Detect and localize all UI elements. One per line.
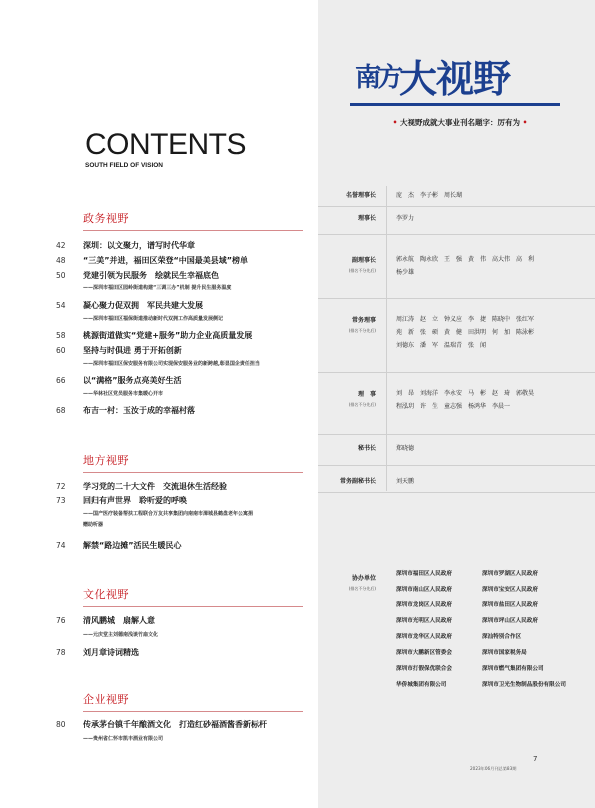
article-title: 传承茅台镇千年酿酒文化 打造红砂福酒酱香新标杆 bbox=[83, 720, 267, 729]
board-names bbox=[396, 253, 591, 279]
board-rule bbox=[318, 298, 595, 299]
tagline-text: 大视野成就大事业刊名题字：厉有为 bbox=[400, 118, 520, 127]
page-number: 50 bbox=[56, 271, 66, 280]
board-role: 常务副秘书长 bbox=[339, 478, 376, 485]
article-subtitle: 赠助听器 bbox=[83, 522, 104, 528]
section-culture bbox=[83, 586, 303, 607]
page-number: 60 bbox=[56, 346, 66, 355]
board-names bbox=[396, 442, 591, 455]
toc-entry[interactable] bbox=[56, 540, 356, 554]
article-title: 布吉一村：玉汝于成的幸福村落 bbox=[83, 406, 195, 415]
board-names-line: 刘 昂 刘海洋 李永安 马 彬 赵 琦 郭敬昊 bbox=[396, 390, 535, 397]
board-names-line: 庞 杰 李子彬 周长瑚 bbox=[396, 192, 463, 199]
board-names-line: 刘天鹏 bbox=[396, 478, 415, 485]
co-organizer: 深圳市罗湖区人民政府 bbox=[482, 571, 538, 577]
co-organizer: 深圳市南山区人民政府 bbox=[396, 587, 452, 593]
article-title: 回归有声世界 聆听爱的呼唤 bbox=[83, 496, 187, 505]
board-role: 常务理事 bbox=[351, 317, 376, 324]
board-names-line: 郑晓德 bbox=[396, 445, 415, 452]
board-names bbox=[396, 313, 591, 352]
article-subtitle: ——深圳市福田区福保街道推动新时代双拥工作高质量发展侧记 bbox=[83, 316, 224, 322]
board-rule bbox=[318, 234, 595, 235]
board-rule bbox=[318, 434, 595, 435]
board-names-line: 郭永航 陶永欣 王 强 黄 伟 高大伟 高 利 bbox=[396, 256, 535, 263]
page-number: 58 bbox=[56, 331, 66, 340]
co-organizer: 深圳市打假保优联合会 bbox=[396, 666, 452, 672]
units-note: (排名不分先后) bbox=[348, 586, 376, 591]
page-number: 73 bbox=[56, 496, 66, 505]
page-number: 72 bbox=[56, 482, 66, 491]
article-subtitle: ——深圳市福田区园岭街道构建“三调三办”机制 提升民生服务温度 bbox=[83, 285, 232, 291]
contents-subtitle: SOUTH FIELD OF VISION bbox=[85, 162, 164, 169]
article-title: 桃源街道做实“党建+服务”助力企业高质量发展 bbox=[83, 331, 253, 340]
page-number: 76 bbox=[56, 616, 66, 625]
article-subtitle: ——深圳市福田区保安服务有限公司实现保安服务业的新跨越,彰显国企责任担当 bbox=[83, 361, 260, 367]
co-organizer: 深圳市坪山区人民政府 bbox=[482, 618, 538, 624]
tagline-dot-right: • bbox=[522, 118, 528, 127]
article-title: 深圳：以文聚力，谱写时代华章 bbox=[83, 241, 195, 250]
board-names-line: 刘德东 潘 军 温瑞青 张 闻 bbox=[396, 342, 487, 349]
co-organizer: 深汕特别合作区 bbox=[482, 634, 522, 640]
page-number: 54 bbox=[56, 301, 66, 310]
section-enterprise bbox=[83, 691, 303, 712]
article-subtitle: ——国产医疗装备帮扶工程联合万友共享集团向南南市漳城县鹤盘老年公寓捐 bbox=[83, 511, 254, 517]
toc-entry[interactable] bbox=[56, 270, 356, 284]
board-note: (排名不分先后) bbox=[348, 328, 376, 333]
toc-entry[interactable] bbox=[56, 240, 356, 254]
co-organizer: 深圳市福田区人民政府 bbox=[396, 571, 452, 577]
board-rule bbox=[318, 206, 595, 207]
article-title: 党建引领为民服务 绘就民生幸福底色 bbox=[83, 271, 219, 280]
page-number: 78 bbox=[56, 648, 66, 657]
logo-mark: 南方 bbox=[355, 63, 400, 93]
article-title: 解禁“路边摊”活民生暖民心 bbox=[83, 541, 182, 550]
board-rule bbox=[318, 372, 595, 373]
section-divider bbox=[83, 711, 303, 712]
board-names-line: 李罗力 bbox=[396, 215, 415, 222]
board-note: (排名不分先后) bbox=[348, 268, 376, 273]
board-names-line: 杨少雄 bbox=[396, 269, 415, 276]
toc-entry[interactable] bbox=[56, 405, 356, 419]
toc-entry[interactable] bbox=[56, 330, 356, 344]
magazine-logo bbox=[355, 48, 510, 103]
contents-title: CONTENTS bbox=[85, 128, 246, 161]
page-number: 66 bbox=[56, 376, 66, 385]
toc-entry[interactable] bbox=[56, 615, 356, 629]
co-organizer: 深圳市龙华区人民政府 bbox=[396, 634, 452, 640]
co-organizer: 深圳市卫光生物制品股份有限公司 bbox=[482, 682, 566, 688]
article-subtitle: ——贵州省仁怀市凯丰酒业有限公司 bbox=[83, 736, 164, 742]
co-organizer: 深圳市宝安区人民政府 bbox=[482, 587, 538, 593]
page-number: 68 bbox=[56, 406, 66, 415]
page-number: 42 bbox=[56, 241, 66, 250]
page-number: 80 bbox=[56, 720, 66, 729]
article-title: 以“满格”服务点亮美好生活 bbox=[83, 376, 182, 385]
co-organizer: 深圳市国家税务局 bbox=[482, 650, 527, 656]
article-title: 学习党的二十大文件 交流退休生活经验 bbox=[83, 482, 227, 491]
co-organizer: 华侨城集团有限公司 bbox=[396, 682, 447, 688]
board-names bbox=[396, 387, 591, 413]
section-title: 文化视野 bbox=[83, 588, 129, 601]
board-role: 理事长 bbox=[357, 215, 376, 222]
issue-label: 2023年06月刊总第83期 bbox=[470, 766, 517, 771]
board-role: 副理事长 bbox=[351, 257, 376, 264]
page-number: 48 bbox=[56, 256, 66, 265]
article-subtitle: ——华林社区党员服务市集暖心开市 bbox=[83, 391, 164, 397]
article-title: 凝心聚力促双拥 军民共建大发展 bbox=[83, 301, 203, 310]
toc-entry[interactable] bbox=[56, 345, 356, 359]
co-organizer: 深圳市燃气集团有限公司 bbox=[482, 666, 544, 672]
section-title: 企业视野 bbox=[83, 693, 129, 706]
masthead-tagline bbox=[340, 117, 580, 128]
toc-entry[interactable] bbox=[56, 719, 356, 733]
toc-entry[interactable] bbox=[56, 647, 356, 661]
toc-entry[interactable] bbox=[56, 481, 356, 495]
article-title: 坚持与时俱进 勇于开拓创新 bbox=[83, 346, 182, 355]
board-names bbox=[396, 189, 591, 202]
toc-entry[interactable] bbox=[56, 300, 356, 314]
article-subtitle: ——元庆堂主刘德南浅谈竹扇文化 bbox=[83, 632, 159, 638]
co-organizer: 深圳市大鹏新区管委会 bbox=[396, 650, 452, 656]
board-names-line: 苑 新 张 硕 黄 健 田洪明 何 加 陈泳彬 bbox=[396, 329, 535, 336]
section-divider bbox=[83, 606, 303, 607]
tagline-dot-left: • bbox=[392, 118, 398, 127]
board-role: 名誉理事长 bbox=[345, 192, 376, 199]
board-names-line: 周江涛 赵 立 钟义应 李 捷 陈晓中 张红军 bbox=[396, 316, 535, 323]
page-number: 74 bbox=[56, 541, 66, 550]
board-role: 理 事 bbox=[357, 391, 376, 398]
section-divider bbox=[83, 230, 303, 231]
board-rule bbox=[318, 492, 595, 493]
toc-entry[interactable] bbox=[56, 375, 356, 389]
section-title: 政务视野 bbox=[83, 212, 129, 225]
co-organizer: 深圳市盐田区人民政府 bbox=[482, 602, 538, 608]
board-names bbox=[396, 212, 591, 225]
section-title: 地方视野 bbox=[83, 454, 129, 467]
logo-text: 大视野 bbox=[399, 56, 511, 101]
board-divider-vertical bbox=[386, 186, 387, 491]
board-rule bbox=[318, 465, 595, 466]
article-title: “三美”并进，福田区荣登“中国最美县域”榜单 bbox=[83, 256, 249, 265]
board-names-line: 程泓玥 许 生 童志强 杨鸿华 李晨一 bbox=[396, 403, 511, 410]
section-politics bbox=[83, 210, 303, 231]
board-names bbox=[396, 475, 591, 488]
section-local bbox=[83, 452, 303, 473]
units-label: 协办单位 bbox=[351, 575, 376, 582]
article-title: 清风鹏城 扇解人意 bbox=[83, 616, 155, 625]
co-organizer: 深圳市龙岗区人民政府 bbox=[396, 602, 452, 608]
co-organizer: 深圳市光明区人民政府 bbox=[396, 618, 452, 624]
toc-entry[interactable] bbox=[56, 255, 356, 269]
toc-entry[interactable] bbox=[56, 495, 356, 509]
logo-underline bbox=[350, 103, 560, 106]
board-note: (排名不分先后) bbox=[348, 402, 376, 407]
section-divider bbox=[83, 472, 303, 473]
page-number-footer: 7 bbox=[533, 755, 538, 763]
board-role: 秘书长 bbox=[357, 445, 376, 452]
article-title: 刘月章诗词精选 bbox=[83, 648, 139, 657]
